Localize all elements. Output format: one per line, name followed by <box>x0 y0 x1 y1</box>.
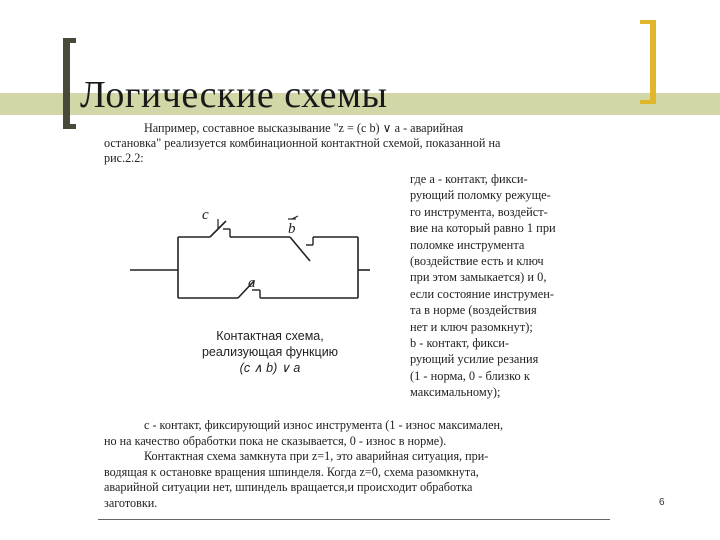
contact-a-label: a <box>248 275 256 291</box>
contact-b-label: b <box>288 221 296 237</box>
right-bracket-decoration <box>650 20 656 104</box>
slide-title: Логические схемы <box>80 74 388 116</box>
intro-paragraph <box>104 121 609 166</box>
left-bracket-bottom <box>63 124 76 129</box>
right-col-line: если состояние инструмен- <box>410 286 554 301</box>
bottom-line: Контактная схема замкнута при z=1, это аварийная ситуация, при- <box>144 449 489 463</box>
page-number: 6 <box>659 497 665 508</box>
right-col-line: та в норме (воздействия <box>410 303 537 318</box>
contact-c-label: c <box>202 207 209 223</box>
right-col-line: максимальному); <box>410 385 501 400</box>
right-col-line: рующий поломку режуще- <box>410 188 551 203</box>
right-col-line: нет и ключ разомкнут); <box>410 319 533 334</box>
contact-b-switch <box>290 237 310 261</box>
right-col-line: b - контакт, фикси- <box>410 336 509 351</box>
right-column-text <box>410 171 610 401</box>
caption-line: реализующая функцию <box>201 345 339 359</box>
bottom-line: аварийной ситуации нет, шпиндель вращается,и происходит обработка <box>104 480 473 494</box>
contact-circuit-diagram <box>130 195 370 325</box>
intro-line: Например, составное высказывание "z = (c b) ∨ a - аварийная <box>144 121 464 135</box>
right-col-line: при этом замыкается) и 0, <box>410 270 547 285</box>
bottom-line: но на качество обработки пока не сказывается, 0 - износ в норме). <box>104 433 447 448</box>
right-col-line: поломке инструмента <box>410 237 525 252</box>
bottom-line: водящая к остановке вращения шпинделя. Когда z=0, схема разомкнута, <box>104 464 479 479</box>
bottom-line: заготовки. <box>104 495 158 510</box>
page-bottom-rule <box>98 519 610 520</box>
right-col-line: где a - контакт, фикси- <box>410 172 528 186</box>
intro-line: рис.2.2: <box>104 151 144 165</box>
left-bracket-top <box>63 38 76 43</box>
right-bracket-top <box>640 20 656 24</box>
right-col-line: го инструмента, воздейст- <box>410 204 548 219</box>
intro-line: остановка" реализуется комбинационной контактной схемой, показанной на <box>104 136 501 150</box>
right-col-line: (воздействие есть и ключ <box>410 254 544 269</box>
right-col-line: (1 - норма, 0 - близко к <box>410 368 530 383</box>
right-col-line: вие на который равно 1 при <box>410 221 556 236</box>
caption-line: Контактная схема, <box>216 329 324 343</box>
right-bracket-bottom <box>640 100 656 104</box>
diagram-caption <box>170 328 370 376</box>
right-col-line: рующий усилие резания <box>410 352 539 367</box>
bottom-paragraph <box>104 418 609 511</box>
left-bracket-decoration <box>63 38 70 129</box>
bottom-line: c - контакт, фиксирующий износ инструмента (1 - износ максимален, <box>144 418 504 432</box>
caption-line: (c ∧ b) ∨ a <box>239 361 301 375</box>
